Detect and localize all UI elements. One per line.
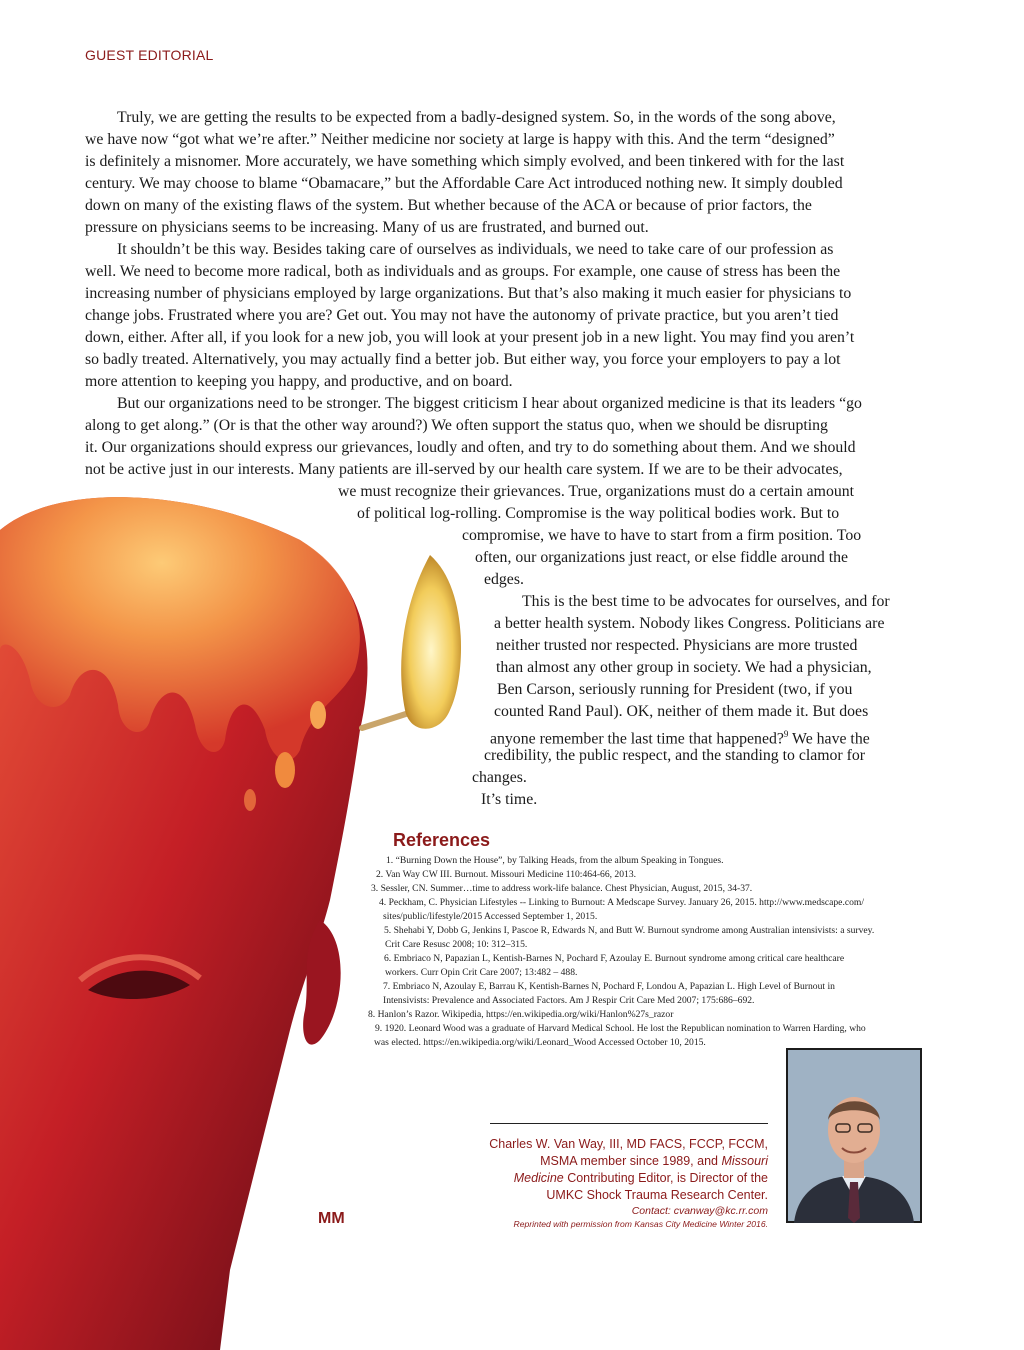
author-photo [786,1048,922,1223]
bio-publication: Medicine [513,1171,564,1185]
references-heading: References [393,830,491,850]
body-line: well. We need to become more radical, both as individuals and as groups. For example, one cause of stress has been the [85,263,841,280]
author-bio [489,1136,768,1230]
bio-line: UMKC Shock Trauma Research Center. [546,1188,768,1202]
body-line: along to get along.” (Or is that the other way around?) We often support the status quo, when we should be disrupting [85,417,828,434]
body-line: it. Our organizations should express our grievances, loudly and often, and try to do something about them. And we should [85,439,856,456]
footnote-marker: 9 [783,729,789,739]
bio-divider [490,1123,768,1124]
reference-line: 1. “Burning Down the House”, by Talking Heads, from the album Speaking in Tongues. [386,855,724,866]
bio-line: Charles W. Van Way, III, MD FACS, FCCP, FCCM, [489,1137,768,1151]
reference-line: was elected. https://en.wikipedia.org/wiki/Leonard_Wood Accessed October 10, 2015. [374,1037,706,1048]
reference-line: 6. Embriaco N, Papazian L, Kentish-Barnes N, Pochard F, Azoulay E. Burnout syndrome among critical care healthcare [384,953,845,964]
reference-line: workers. Curr Opin Crit Care 2007; 13:482 – 488. [385,967,578,978]
reference-line: 7. Embriaco N, Azoulay E, Barrau K, Kentish-Barnes N, Pochard F, Londou A, Papazian L. High Level of Burnout in [383,981,835,992]
body-line: we have now “got what we’re after.” Neither medicine nor society at large is happy with this. And the term “designed” [85,131,835,148]
body-line: we must recognize their grievances. True, organizations must do a certain amount [338,483,855,500]
body-line: compromise, we have to have to start from a firm position. Too [462,527,862,544]
reference-line: 2. Van Way CW III. Burnout. Missouri Medicine 110:464-66, 2013. [376,869,637,880]
body-line: than almost any other group in society. We had a physician, [496,659,872,676]
bio-line [489,1153,768,1170]
body-line: But our organizations need to be stronger. The biggest criticism I hear about organized medicine is that its leaders “go [117,395,862,412]
body-line: changes. [472,769,527,786]
body-line: pressure on physicians seems to be increasing. Many of us are frustrated, and burned out. [85,219,649,236]
end-mark: MM [318,1210,345,1227]
author-contact: Contact: cvanway@kc.rr.com [631,1205,768,1217]
reference-line: Intensivists: Prevalence and Associated Factors. Am J Respir Crit Care Med 2007; 175:686–692. [383,995,755,1006]
body-line: This is the best time to be advocates for ourselves, and for [522,593,890,610]
reference-line: 3. Sessler, CN. Summer…time to address work-life balance. Chest Physician, August, 2015, 34-37. [371,883,753,894]
body-line: often, our organizations just react, or else fiddle around the [475,549,849,566]
reference-line: 4. Peckham, C. Physician Lifestyles -- Linking to Burnout: A Medscape Survey. January 26, 2015. http://www.medscape.com/ [379,897,865,908]
body-line: so badly treated. Alternatively, you may actually find a better job. But either way, you force your employers to pay a lot [85,351,841,368]
body-text: anyone remember the last time that happened? [490,730,784,748]
body-line: a better health system. Nobody likes Congress. Politicians are [494,615,885,632]
body-line: It shouldn’t be this way. Besides taking care of ourselves as individuals, we need to take care of our profession as [117,241,834,258]
bio-publication: Missouri [721,1154,768,1168]
body-line: It’s time. [481,791,538,808]
body-line: counted Rand Paul). OK, neither of them made it. But does [494,703,869,720]
bio-text: Contributing Editor, is Director of the [563,1171,768,1185]
bio-line [489,1170,768,1187]
body-line: is definitely a misnomer. More accurately, we have something which simply evolved, and been tinkered with for the last [85,153,845,170]
body-line: Ben Carson, seriously running for President (two, if you [497,681,853,698]
reference-line: Crit Care Resusc 2008; 10: 312–315. [385,939,528,950]
section-label: GUEST EDITORIAL [85,47,214,63]
reference-line: sites/public/lifestyle/2015 Accessed September 1, 2015. [383,911,598,922]
reference-line: 8. Hanlon’s Razor. Wikipedia, https://en.wikipedia.org/wiki/Hanlon%27s_razor [368,1009,674,1020]
reprint-note: Reprinted with permission from Kansas City Medicine Winter 2016. [513,1219,768,1229]
match-stick [362,712,412,728]
body-line: not be active just in our interests. Many patients are ill-served by our health care system. If we are to be their advocates, [85,461,843,478]
body-line: credibility, the public respect, and the standing to clamor for [484,747,866,764]
match-flame [401,555,461,729]
reference-line: 5. Shehabi Y, Dobb G, Jenkins I, Pascoe R, Edwards N, and Butt W. Burnout syndrome among Australian intensivists: a survey. [384,925,875,936]
bio-text: MSMA member since 1989, and [540,1154,722,1168]
body-line: increasing number of physicians employed by large organizations. But that’s also making it much easier for physicians to [85,285,852,302]
body-line: more attention to keeping you happy, and productive, and on board. [85,373,513,390]
body-line: change jobs. Frustrated where you are? Get out. You may not have the autonomy of private practice, but you aren’t tied [85,307,839,324]
body-text: We have the [788,730,870,748]
body-line: century. We may choose to blame “Obamacare,” but the Affordable Care Act introduced nothing new. It simply doubled [85,175,843,192]
reference-line: 9. 1920. Leonard Wood was a graduate of Harvard Medical School. He lost the Republican nomination to Warren Harding, who [375,1023,866,1034]
body-line: down on many of the existing flaws of the system. But whether because of the ACA or because of prior factors, the [85,197,812,214]
body-line: edges. [484,571,524,588]
body-line: neither trusted nor respected. Physicians are more trusted [496,637,858,654]
body-line: of political log-rolling. Compromise is the way political bodies work. But to [357,505,840,522]
body-line: Truly, we are getting the results to be expected from a badly-designed system. So, in the words of the song above, [117,109,836,126]
body-line: down, either. After all, if you look for a new job, you will look at your present job in a new light. You may find you aren’t [85,329,855,346]
